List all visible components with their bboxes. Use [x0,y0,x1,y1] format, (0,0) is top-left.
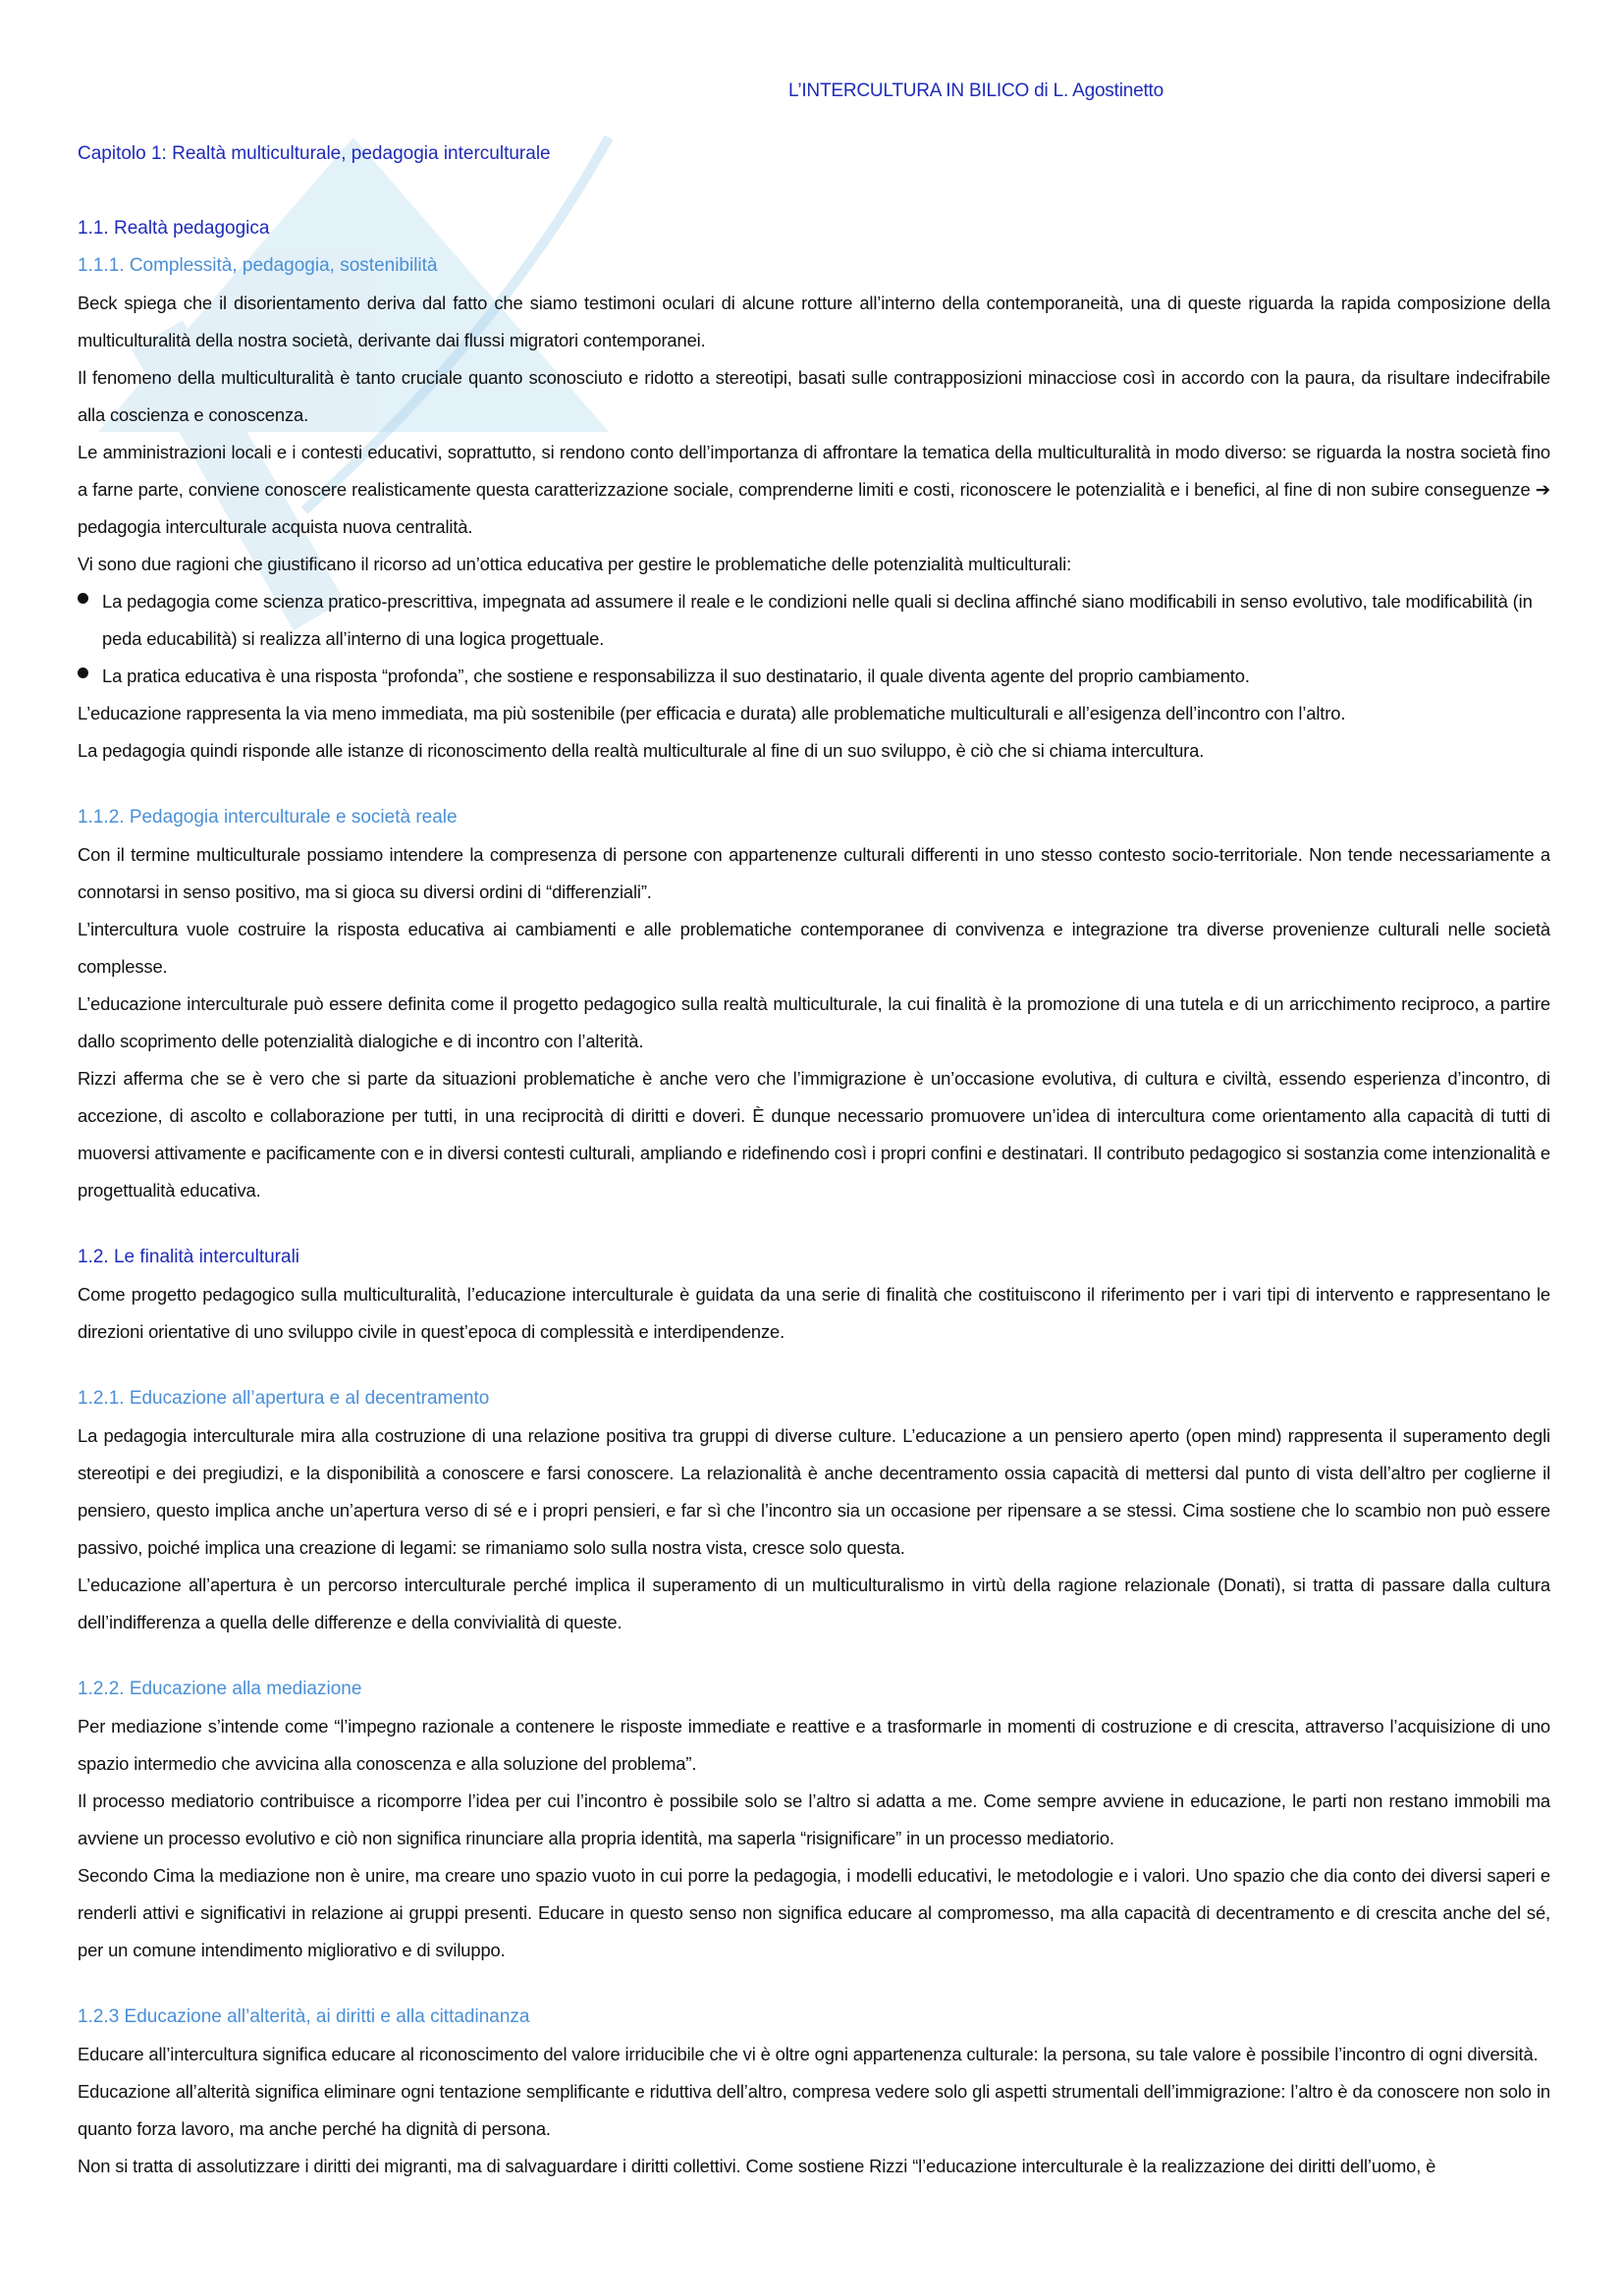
list-item-text: La pedagogia come scienza pratico-prescrittiva, impegnata ad assumere il reale e le condizioni nelle quali si declina affinché siano modificabili in senso evolutivo, tale modificabilità (in peda educabilità) si realizza all’interno di una logica progettuale. [102,591,1533,649]
chapter-heading: Capitolo 1: Realtà multiculturale, pedagogia interculturale [78,143,551,164]
subsection-heading-1-1-1: 1.1.1. Complessità, pedagogia, sostenibilità [78,255,438,276]
document-title: L’INTERCULTURA IN BILICO di L. Agostinetto [788,80,1163,101]
paragraph: L’educazione interculturale può essere definita come il progetto pedagogico sulla realtà multiculturale, la cui finalità è la promozione di una tutela e di un arricchimento reciproco, a partire dallo scoprimento delle potenzialità dialogiche e di incontro con l’alterità. [78,993,1550,1051]
paragraph-text: Le amministrazioni locali e i contesti educativi, soprattutto, si rendono conto dell’importanza di affrontare la tematica della multiculturalità in modo diverso: se riguarda la nostra società fino a farne parte, conviene conoscere realisticamente questa caratterizzazione sociale, comprenderne limiti e costi, riconoscere le potenzialità e i benefici, al fine di non subire conseguenze [78,442,1550,500]
paragraph: Come progetto pedagogico sulla multiculturalità, l’educazione interculturale è guidata da una serie di finalità che costituiscono il riferimento per i vari tipi di intervento e rappresentano le direzioni orientative di uno sviluppo civile in quest’epoca di complessità e interdipendenze. [78,1284,1550,1342]
subsection-heading-1-2-2: 1.2.2. Educazione alla mediazione [78,1679,362,1699]
paragraph-text: pedagogia interculturale acquista nuova centralità. [78,516,473,537]
paragraph: La pedagogia quindi risponde alle istanze di riconoscimento della realtà multiculturale al fine di un suo sviluppo, è ciò che si chiama intercultura. [78,740,1205,761]
paragraph [78,434,1550,546]
paragraph: Secondo Cima la mediazione non è unire, ma creare uno spazio vuoto in cui porre la pedagogia, i modelli educativi, le metodologie e i valori. Uno spazio che dia conto dei diversi saperi e renderli attivi e significativi in relazione ai gruppi presenti. Educare in questo senso non significa educare al compromesso, ma alla capacità di decentramento e di crescita anche del sé, per un comune intendimento migliorativo e di sviluppo. [78,1865,1550,1960]
paragraph: Educare all’intercultura significa educare al riconoscimento del valore irriducibile che vi è oltre ogni appartenenza culturale: la persona, su tale valore è possibile l’incontro di ogni diversità. [78,2044,1539,2064]
paragraph: Rizzi afferma che se è vero che si parte da situazioni problematiche è anche vero che l’immigrazione è un’occasione evolutiva, di cultura e civiltà, essendo esperienza d’incontro, di accezione, di ascolto e collaborazione per tutti, in una reciprocità di diritti e doveri. È dunque necessario promuovere un’idea di intercultura come orientamento alla capacità di tutti di muoversi attivamente e pacificamente con e in diversi contesti culturali, ampliando e ridefinendo così i propri confini e destinatari. Il contributo pedagogico si sostanzia come intenzionalità e progettualità educativa. [78,1068,1550,1201]
section-heading-1-2: 1.2. Le finalità interculturali [78,1247,300,1267]
paragraph: L’educazione rappresenta la via meno immediata, ma più sostenibile (per efficacia e durata) alle problematiche multiculturali e all’esigenza dell’incontro con l’altro. [78,703,1346,723]
paragraph: L’intercultura vuole costruire la risposta educativa ai cambiamenti e alle problematiche contemporanee di convivenza e integrazione tra diverse provenienze culturali nelle società complesse. [78,919,1550,977]
list-item [78,583,1550,658]
arrow-right-icon: ➔ [1535,479,1550,500]
paragraph: Il fenomeno della multiculturalità è tanto cruciale quanto sconosciuto e ridotto a stereotipi, basati sulle contrapposizioni minacciose così in accordo con la paura, da risultare indecifrabile alla coscienza e conoscenza. [78,367,1550,425]
subsection-heading-1-1-2: 1.1.2. Pedagogia interculturale e società reale [78,807,458,828]
bullet-icon [78,593,88,604]
paragraph: Per mediazione s’intende come “l’impegno razionale a contenere le risposte immediate e reattive e a trasformarle in momenti di costruzione e di crescita, attraverso l’acquisizione di uno spazio intermedio che avvicina alla conoscenza e alla soluzione del problema”. [78,1716,1550,1774]
paragraph: Vi sono due ragioni che giustificano il ricorso ad un’ottica educativa per gestire le problematiche delle potenzialità multiculturali: [78,554,1072,574]
paragraph: L’educazione all’apertura è un percorso interculturale perché implica il superamento di un multiculturalismo in virtù della ragione relazionale (Donati), si tratta di passare dalla cultura dell’indifferenza a quella delle differenze e della convivialità di queste. [78,1575,1550,1632]
paragraph: Non si tratta di assolutizzare i diritti dei migranti, ma di salvaguardare i diritti collettivi. Come sostiene Rizzi “l’educazione interculturale è la realizzazione dei diritti dell’uomo, è [78,2156,1436,2176]
list-item-text: La pratica educativa è una risposta “profonda”, che sostiene e responsabilizza il suo destinatario, il quale diventa agente del proprio cambiamento. [102,666,1250,686]
section-heading-1-1: 1.1. Realtà pedagogica [78,218,270,239]
paragraph: Beck spiega che il disorientamento deriva dal fatto che siamo testimoni oculari di alcune rotture all’interno della contemporaneità, una di queste riguarda la rapida composizione della multiculturalità della nostra società, derivante dai flussi migratori contemporanei. [78,293,1550,350]
document-body [78,139,1550,2185]
paragraph: Il processo mediatorio contribuisce a ricomporre l’idea per cui l’incontro è possibile solo se l’altro si adatta a me. Come sempre avviene in educazione, le parti non restano immobili ma avviene un processo evolutivo e ciò non significa rinunciare alla propria identità, ma saperla “risignificare” in un processo mediatorio. [78,1790,1550,1848]
bullet-icon [78,667,88,678]
bullet-list [78,583,1550,695]
subsection-heading-1-2-3: 1.2.3 Educazione all’alterità, ai diritti e alla cittadinanza [78,2006,530,2027]
paragraph: La pedagogia interculturale mira alla costruzione di una relazione positiva tra gruppi di diverse culture. L’educazione a un pensiero aperto (open mind) rappresenta il superamento degli stereotipi e dei pregiudizi, e la disponibilità a conoscere e farsi conoscere. La relazionalità è anche decentramento ossia capacità di mettersi dal punto di vista dell’altro per coglierne il pensiero, questo implica anche un’apertura verso di sé e i propri pensieri, e far sì che l’incontro sia un occasione per ripensare a se stessi. Cima sostiene che lo scambio non può essere passivo, poiché implica una creazione di legami: se rimaniamo solo sulla nostra vista, cresce solo questa. [78,1425,1550,1558]
paragraph: Educazione all’alterità significa eliminare ogni tentazione semplificante e riduttiva dell’altro, compresa vedere solo gli aspetti strumentali dell’immigrazione: l’altro è da conoscere non solo in quanto forza lavoro, ma anche perché ha dignità di persona. [78,2081,1550,2139]
paragraph: Con il termine multiculturale possiamo intendere la compresenza di persone con appartenenze culturali differenti in uno stesso contesto socio-territoriale. Non tende necessariamente a connotarsi in senso positivo, ma si gioca su diversi ordini di “differenziali”. [78,844,1550,902]
subsection-heading-1-2-1: 1.2.1. Educazione all’apertura e al decentramento [78,1388,490,1409]
list-item [78,658,1550,695]
